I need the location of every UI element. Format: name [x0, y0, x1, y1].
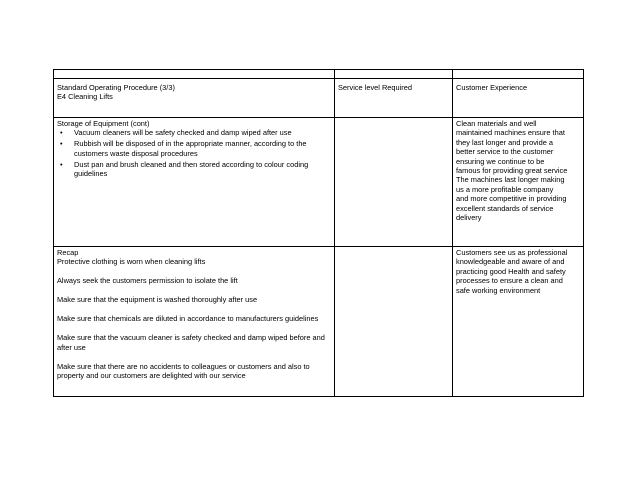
storage-title: Storage of Equipment (cont) — [57, 119, 150, 128]
list-item — [57, 160, 331, 179]
list-item — [57, 128, 331, 137]
customer-experience-header: Customer Experience — [453, 79, 584, 118]
recap-item: Make sure that the equipment is washed thoroughly after use — [57, 295, 258, 305]
recap-item: Make sure that there are no accidents to colleagues or customers and also to property and our customers are delighted with our service — [57, 361, 310, 381]
experience-line: maintained machines ensure that — [456, 128, 565, 138]
procedure-title: Standard Operating Procedure (3/3) — [57, 83, 175, 92]
recap-item: Make sure that the vacuum cleaner is safety checked and damp wiped before and after use — [57, 333, 325, 352]
experience-line: knowledgeable and aware of and — [456, 257, 565, 267]
experience-line: excellent standards of service — [456, 203, 554, 213]
bullet-icon: • — [60, 128, 63, 138]
experience-line: delivery — [456, 213, 482, 223]
list-item — [57, 139, 331, 158]
experience-line: famous for providing great service — [456, 166, 568, 176]
bullet-text: Rubbish will be disposed of in the appropriate manner, according to the customers waste disposal procedures — [74, 139, 307, 158]
experience-line: us a more profitable company — [456, 184, 554, 194]
header-row — [54, 79, 584, 118]
sop-table — [53, 69, 584, 397]
service-level-header: Service level Required — [335, 79, 453, 118]
spacer-cell — [54, 70, 335, 79]
recap-first-line: Protective clothing is worn when cleaning lifts — [57, 257, 206, 267]
recap-item: Always seek the customers permission to isolate the lift — [57, 276, 238, 286]
storage-row — [54, 118, 584, 247]
recap-item: Make sure that chemicals are diluted in accordance to manufacturers guidelines — [57, 314, 319, 324]
procedure-title-cell — [54, 79, 335, 118]
recap-service-cell — [335, 247, 453, 397]
procedure-subtitle: E4 Cleaning Lifts — [57, 92, 113, 102]
recap-experience-cell — [453, 247, 584, 397]
experience-line: they last longer and provide a — [456, 137, 553, 147]
spacer-cell — [335, 70, 453, 79]
storage-cell — [54, 118, 335, 247]
experience-line: The machines last longer making — [456, 175, 565, 185]
recap-row — [54, 247, 584, 397]
experience-line: practicing good Health and safety — [456, 266, 566, 276]
spacer-cell — [453, 70, 584, 79]
recap-title: Recap — [57, 248, 79, 257]
bullet-icon: • — [60, 139, 63, 149]
spacer-row — [54, 70, 584, 79]
experience-line: Clean materials and well — [456, 119, 537, 128]
experience-line: processes to ensure a clean and — [456, 276, 563, 286]
experience-line: better service to the customer — [456, 147, 554, 157]
experience-line: and more competitive in providing — [456, 194, 567, 204]
experience-line: safe working environment — [456, 285, 541, 295]
storage-experience-cell — [453, 118, 584, 247]
bullet-text: Dust pan and brush cleaned and then stored according to colour coding guidelines — [74, 159, 309, 179]
storage-service-cell — [335, 118, 453, 247]
bullet-text: Vacuum cleaners will be safety checked and damp wiped after use — [74, 128, 292, 138]
storage-bullet-list — [57, 128, 331, 178]
experience-line: ensuring we continue to be — [456, 156, 545, 166]
bullet-icon: • — [60, 159, 63, 169]
recap-cell — [54, 247, 335, 397]
experience-line: Customers see us as professional — [456, 248, 568, 257]
